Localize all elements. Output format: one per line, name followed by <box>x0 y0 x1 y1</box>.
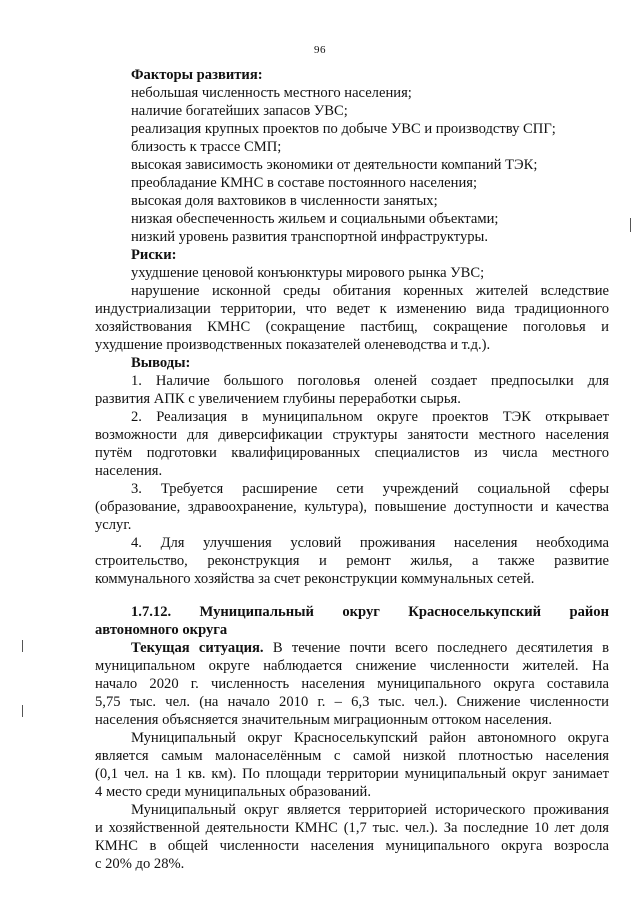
risk-item: ухудшение ценовой конъюнктуры мирового рынка УВС; <box>131 265 485 281</box>
section-line: с 20% до 28%. <box>95 856 185 872</box>
current-situation-text: В течение почти всего последнего десятилетия в <box>263 640 609 656</box>
conclusion-line: 2. Реализация в муниципальном округе проектов ТЭК открывает <box>131 409 609 425</box>
section-line: начало 2020 г. численность населения муниципального округа составила <box>95 676 609 692</box>
conclusion-line: 4. Для улучшения условий проживания населения необходима <box>131 535 609 551</box>
factors-title: Факторы развития: <box>131 67 263 83</box>
conclusion-line: (образование, здравоохранение, культура), повышение доступности и качества <box>95 499 609 515</box>
risk-item-line: нарушение исконной среды обитания коренных жителей вследствие <box>131 283 609 299</box>
section-line: 4 место среди муниципальных образований. <box>95 784 371 800</box>
conclusion-line: возможности для диверсификации структуры занятости местного населения <box>95 427 609 443</box>
section-line: Муниципальный округ Красноселькупский район автономного округа <box>131 730 609 746</box>
section-line: муниципальном округе наблюдается снижение численности жителей. На <box>95 658 609 674</box>
conclusion-line: коммунального хозяйства за счет реконструкции коммунальных сетей. <box>95 571 535 587</box>
margin-mark <box>22 705 23 717</box>
risk-item-line: ухудшение производственных показателей оленеводства и т.д.). <box>95 337 491 353</box>
conclusion-line: услуг. <box>95 517 132 533</box>
section-heading: 1.7.12. Муниципальный округ Красноселькупский район <box>131 604 609 620</box>
section-line: и хозяйственной деятельности КМНС (1,7 тыс. чел.). За последние 10 лет доля <box>95 820 609 836</box>
conclusion-line: 1. Наличие большого поголовья оленей создает предпосылки для <box>131 373 609 389</box>
section-line: является самым малонаселённым с самой низкой плотностью населения <box>95 748 609 764</box>
page-number: 96 <box>314 44 326 56</box>
section-line: КМНС в общей численности населения муниципального округа возросла <box>95 838 609 854</box>
risk-item-line: индустриализации территории, что ведет к изменению вида традиционного <box>95 301 609 317</box>
conclusion-line: строительство, реконструкция и ремонт жилья, а также развитие <box>95 553 609 569</box>
conclusion-line: 3. Требуется расширение сети учреждений социальной сферы <box>131 481 609 497</box>
conclusion-line: развития АПК с увеличением глубины переработки сырья. <box>95 391 461 407</box>
conclusion-line: путём подготовки квалифицированных специалистов из числа местного <box>95 445 609 461</box>
section-heading: автономного округа <box>95 622 228 638</box>
current-situation-label: Текущая ситуация. <box>131 640 264 656</box>
factor-item: близость к трассе СМП; <box>131 139 282 155</box>
margin-mark <box>22 640 23 652</box>
conclusion-line: населения. <box>95 463 163 479</box>
margin-mark <box>630 218 631 232</box>
current-situation-first-line <box>95 639 609 657</box>
document-body <box>95 66 609 873</box>
factor-item: наличие богатейших запасов УВС; <box>131 103 348 119</box>
section-line: Муниципальный округ является территорией исторического проживания <box>131 802 609 818</box>
conclusions-title: Выводы: <box>131 355 191 371</box>
risk-item-line: хозяйствования КМНС (сокращение пастбищ, сокращение поголовья и <box>95 319 609 335</box>
factor-item: небольшая численность местного населения; <box>131 85 412 101</box>
spacer <box>95 588 609 603</box>
section-line: 5,75 тыс. чел. (на начало 2010 г. – 6,3 тыс. чел.). Снижение численности <box>95 694 609 710</box>
section-line: населения объясняется значительным миграционным оттоком населения. <box>95 712 552 728</box>
factor-item: высокая зависимость экономики от деятельности компаний ТЭК; <box>131 157 538 173</box>
factor-item: низкий уровень развития транспортной инфраструктуры. <box>131 229 489 245</box>
factor-item: преобладание КМНС в составе постоянного населения; <box>131 175 478 191</box>
factor-item: высокая доля вахтовиков в численности занятых; <box>131 193 438 209</box>
factor-item: реализация крупных проектов по добыче УВС и производству СПГ; <box>131 121 556 137</box>
factor-item: низкая обеспеченность жильем и социальными объектами; <box>131 211 499 227</box>
risks-title: Риски: <box>131 247 177 263</box>
section-line: (0,1 чел. на 1 кв. км). По площади территории муниципальный округ занимает <box>95 766 609 782</box>
